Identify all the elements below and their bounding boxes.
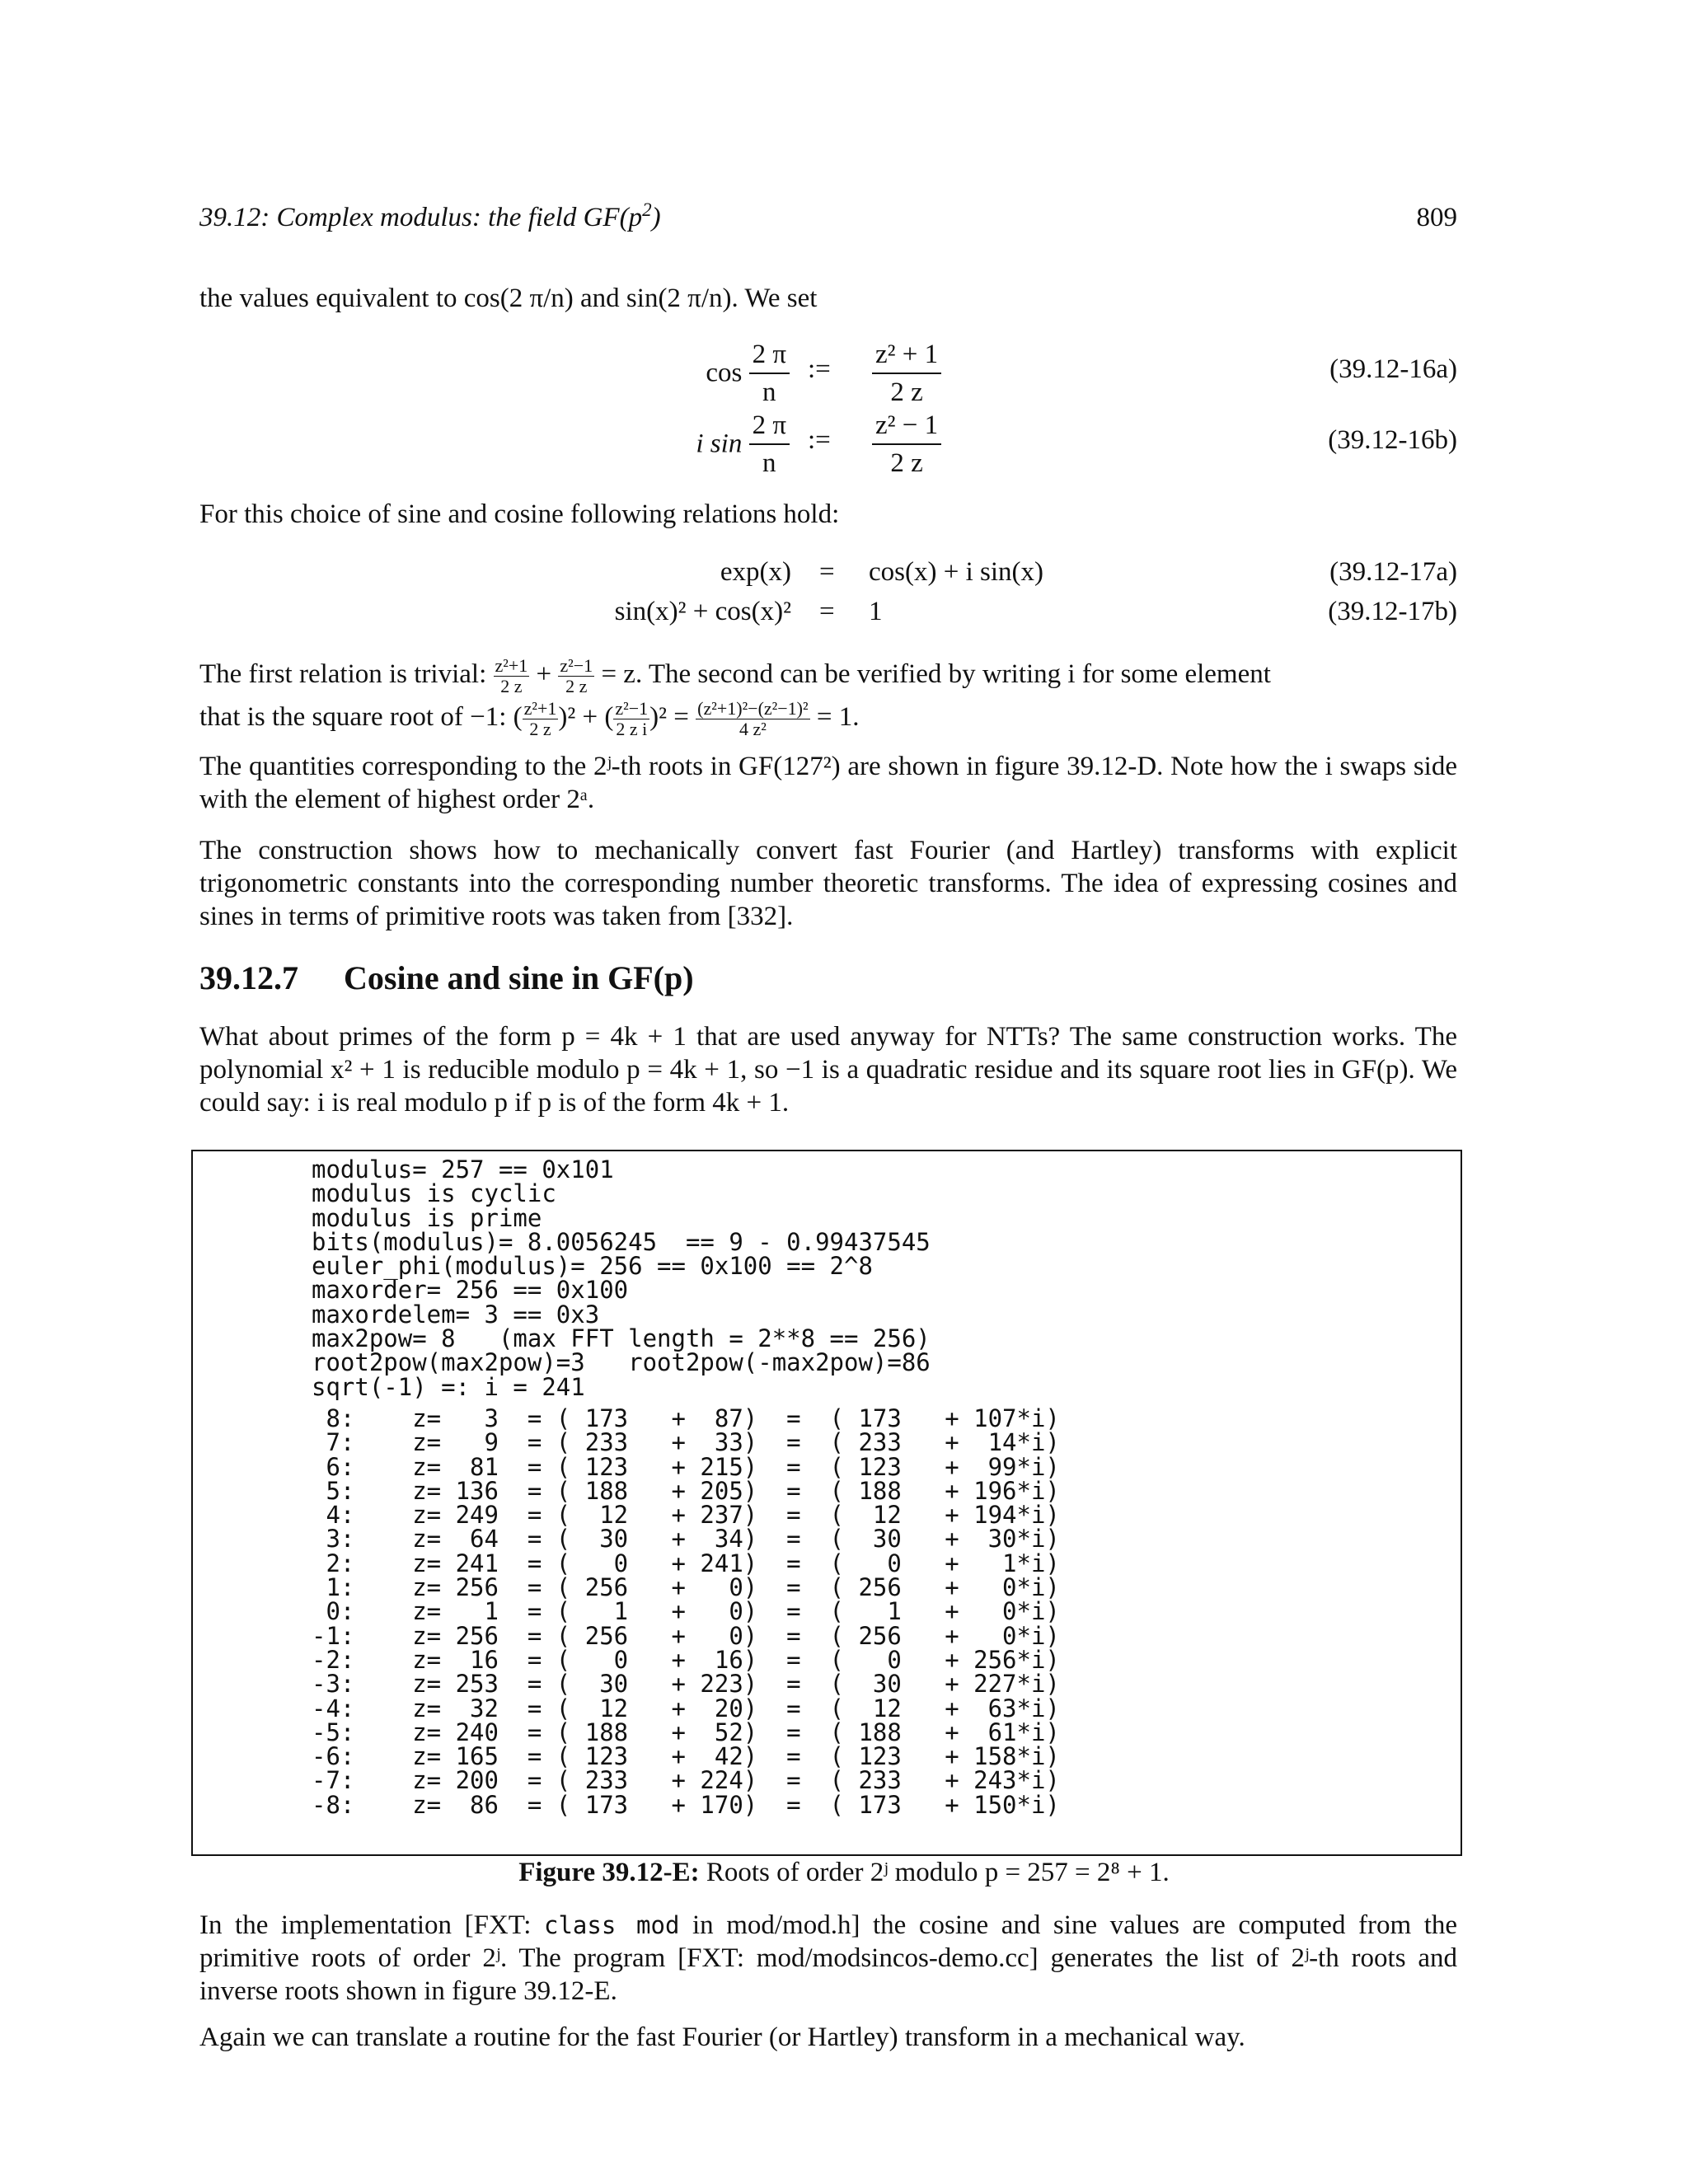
fraction: $\frac{\text{z² − 1}}{2 z}$ [872, 407, 941, 481]
figure-header-line: bits(modulus)= 8.0056245 == 9 - 0.99437545 [312, 1227, 931, 1256]
equation-label: (39.12-17a) [1329, 557, 1457, 587]
table-row: 1: z= 256 = ( 256 + 0) = ( 256 + 0*i) [326, 1573, 1060, 1602]
figure-header-line: sqrt(-1) =: i = 241 [312, 1372, 585, 1401]
trivial-relation-line-2: that is the square root of −1: ( $\frac{\text{z²+1}}{2 z}$ )² + ( $\frac{\text{z²−1}}{\text{2 z i}}$ )² = $\frac{\text{(z²+1)²−(z²−1)²}}{\text{4 z²}}$ = 1. [199, 698, 860, 739]
figure-header-line: maxordelem= 3 == 0x3 [312, 1300, 600, 1329]
figure-header-line: euler_phi(modulus)= 256 == 0x100 == 2^8 [312, 1252, 873, 1281]
equation-label: (39.12-16b) [1328, 425, 1457, 455]
figure-header-line: root2pow(max2pow)=3 root2pow(-max2pow)=86 [312, 1348, 931, 1377]
table-row: 2: z= 241 = ( 0 + 241) = ( 0 + 1*i) [326, 1549, 1060, 1577]
table-row: 6: z= 81 = ( 123 + 215) = ( 123 + 99*i) [326, 1452, 1060, 1481]
table-row: 4: z= 249 = ( 12 + 237) = ( 12 + 194*i) [326, 1501, 1060, 1530]
table-row: 0: z= 1 = ( 1 + 0) = ( 1 + 0*i) [326, 1597, 1060, 1626]
equation-16b: i sin $\frac{2 \pi}{n}$ := $\frac{\text{z² − 1}}{2 z}$ (39.12-16b) [0, 407, 1688, 481]
relations-intro: For this choice of sine and cosine following relations hold: [199, 499, 840, 529]
quantities-paragraph: The quantities corresponding to the 2ʲ-th roots in GF(127²) are shown in figure 39.12-D. Note how the i swaps side with the element of highest order 2ᵃ. [199, 752, 1457, 814]
fraction: $\frac{2 \pi}{n}$ [749, 407, 790, 481]
page-number: 809 [1416, 203, 1457, 232]
intro-text: the values equivalent to cos(2 π/n) and sin(2 π/n). We set [199, 284, 818, 313]
equation-label: (39.12-17b) [1328, 597, 1457, 626]
table-row: -8: z= 86 = ( 173 + 170) = ( 173 + 150*i) [312, 1790, 1060, 1819]
table-row: 7: z= 9 = ( 233 + 33) = ( 233 + 14*i) [326, 1428, 1060, 1457]
figure-header-line: modulus is prime [312, 1203, 542, 1232]
again-paragraph: Again we can translate a routine for the fast Fourier (or Hartley) transform in a mechanical way. [199, 2022, 1245, 2052]
fraction: $\frac{\text{z² + 1}}{2 z}$ [872, 336, 941, 410]
section-heading: 39.12.7 Cosine and sine in GF(p) [199, 959, 694, 996]
primes-paragraph: What about primes of the form p = 4k + 1 that are used anyway for NTTs? The same construction works. The polynomial x² + 1 is reducible modulo p = 4k + 1, so −1 is a quadratic residue and its square root lies in GF(p). We could say: i is real modulo p if p is of the form 4k + 1. [199, 1022, 1457, 1118]
figure-header-line: maxorder= 256 == 0x100 [312, 1276, 629, 1305]
equation-16a: cos $\frac{2 \pi}{n}$ := $\frac{\text{z² + 1}}{2 z}$ (39.12-16a) [0, 336, 1688, 410]
construction-paragraph: The construction shows how to mechanically convert fast Fourier (and Hartley) transforms with explicit trigonometric constants into the corresponding number theoretic transforms. The idea of expressing cosines and sines in terms of primitive roots was taken from [332]. [199, 836, 1457, 931]
table-row: -7: z= 200 = ( 233 + 224) = ( 233 + 243*i) [312, 1766, 1060, 1795]
figure-roots-table [312, 1404, 1060, 1819]
figure-header-line: max2pow= 8 (max FFT length = 2**8 == 256) [312, 1324, 931, 1353]
table-row: -3: z= 253 = ( 30 + 223) = ( 30 + 227*i) [312, 1670, 1060, 1699]
table-row: -2: z= 16 = ( 0 + 16) = ( 0 + 256*i) [312, 1645, 1060, 1674]
fraction: $\frac{2 \pi}{n}$ [749, 336, 790, 410]
equation-17b: sin(x)² + cos(x)² = 1 (39.12-17b) [614, 597, 1457, 626]
table-row: 8: z= 3 = ( 173 + 87) = ( 173 + 107*i) [326, 1404, 1060, 1432]
equation-17a: exp(x) = cos(x) + i sin(x) (39.12-17a) [720, 557, 1457, 587]
table-row: -5: z= 240 = ( 188 + 52) = ( 188 + 61*i) [312, 1718, 1060, 1746]
implementation-paragraph: In the implementation [FXT: class mod in mod/mod.h] the cosine and sine values are computed from the primitive roots of order 2ʲ. The program [FXT: mod/modsincos-demo.cc] generates the list of 2ʲ-th roots and inverse roots shown in figure 39.12-E. [199, 1910, 1458, 2006]
running-header-title: 39.12: Complex modulus: the field $GF(p^2)$ [199, 199, 661, 232]
table-row: 5: z= 136 = ( 188 + 205) = ( 188 + 196*i) [326, 1476, 1060, 1505]
figure-header-line: modulus= 257 == 0x101 [312, 1155, 614, 1183]
table-row: -1: z= 256 = ( 256 + 0) = ( 256 + 0*i) [312, 1621, 1060, 1650]
table-row: -4: z= 32 = ( 12 + 20) = ( 12 + 63*i) [312, 1694, 1060, 1722]
trivial-relation-line-1: The first relation is trivial: $\frac{\text{z²+1}}{2 z}$ + $\frac{\text{z²−1}}{2 z}$ = z. The second can be verified by writing i for some element [199, 655, 1271, 696]
table-row: -6: z= 165 = ( 123 + 42) = ( 123 + 158*i) [312, 1742, 1060, 1771]
figure-box [191, 1150, 1462, 1856]
table-row: 3: z= 64 = ( 30 + 34) = ( 30 + 30*i) [326, 1525, 1060, 1554]
figure-header-line: modulus is cyclic [312, 1179, 556, 1208]
figure-header-output [312, 1155, 931, 1401]
figure-caption: Figure 39.12-E: Roots of order 2ʲ modulo p = 257 = 2⁸ + 1. [518, 1858, 1170, 1887]
equation-label: (39.12-16a) [1329, 354, 1457, 384]
